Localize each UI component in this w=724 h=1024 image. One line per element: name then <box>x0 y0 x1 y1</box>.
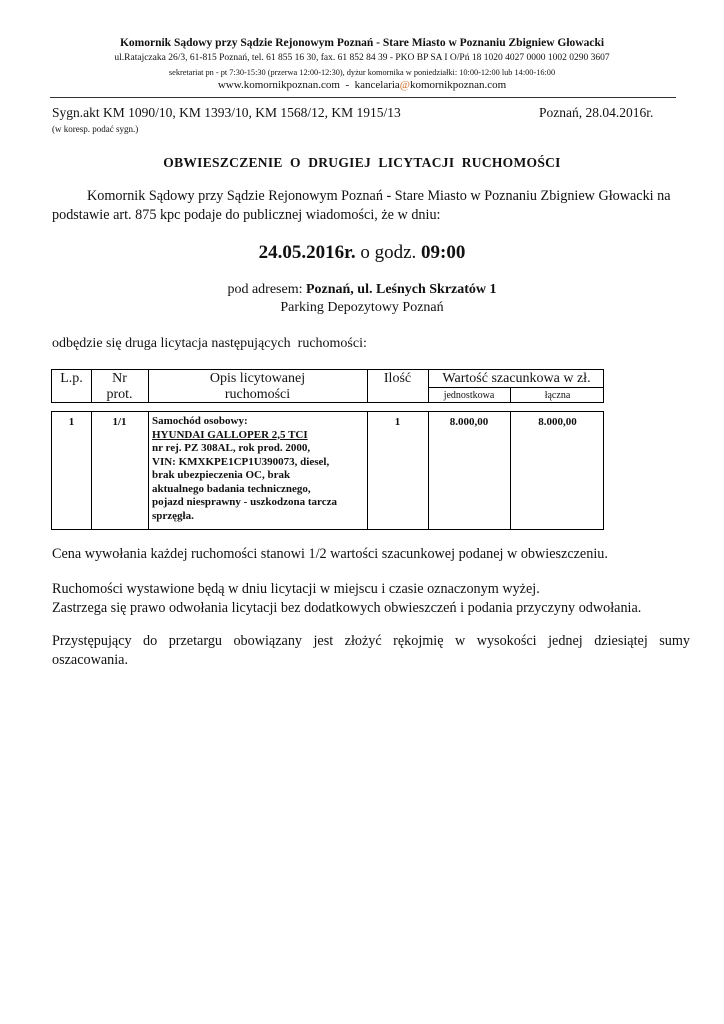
desc-model: HYUNDAI GALLOPER 2,5 TCI <box>152 428 308 441</box>
cell-nr: 1/1 <box>112 416 127 428</box>
email-user: kancelaria <box>354 79 400 91</box>
auction-address <box>0 282 724 298</box>
address-value: Poznań, ul. Leśnych Skrzatów 1 <box>305 282 497 297</box>
column-divider <box>148 412 149 529</box>
cell-ilosc: 1 <box>394 416 401 428</box>
column-divider <box>428 412 429 529</box>
header-wartosc: Wartość szacunkowa w zł. <box>442 371 591 386</box>
items-table-header <box>51 369 604 403</box>
header-ilosc: Ilość <box>383 371 412 386</box>
header-divider <box>50 97 676 98</box>
header-nr-prot: prot. <box>106 387 133 402</box>
time-prefix: o godz. <box>355 242 422 263</box>
desc-line: VIN: KMXKPE1CP1U390073, diesel, <box>152 455 330 468</box>
desc-line: nr rej. PZ 308AL, rok prod. 2000, <box>152 442 311 454</box>
cell-jednostkowa: 8.000,00 <box>449 416 489 428</box>
letterhead-title: Komornik Sądowy przy Sądzie Rejonowym Poznań - Stare Miasto w Poznaniu Zbigniew Głowacki <box>119 37 605 49</box>
case-signature: Sygn.akt KM 1090/10, KM 1393/10, KM 1568/12, KM 1915/13 <box>52 105 401 120</box>
auction-datetime <box>0 242 724 264</box>
table-row <box>51 411 604 530</box>
intro-line: Komornik Sądowy przy Sądzie Rejonowym Poznań - Stare Miasto w Poznaniu Zbigniew Głowacki na <box>87 188 671 204</box>
letterhead-contact <box>0 79 724 91</box>
exhibition-line: Ruchomości wystawione będą w dniu licytacji w miejscu i czasie oznaczonym wyżej. <box>52 581 540 597</box>
place-date: Poznań, 28.04.2016r. <box>539 105 654 120</box>
desc-line: aktualnego badania technicznego, <box>152 482 311 495</box>
cell-lp: 1 <box>68 416 75 428</box>
email-at-sign: @ <box>399 79 410 91</box>
header-nr: Nr <box>112 371 127 386</box>
cancellation-line: Zastrzega się prawo odwołania licytacji bez dodatkowych obwieszczeń i podania przyczyny odwołania. <box>52 600 642 616</box>
auction-time: 09:00 <box>421 242 466 263</box>
correspondence-note: (w koresp. podać sygn.) <box>52 124 139 134</box>
column-divider <box>91 412 92 529</box>
auction-date: 24.05.2016r. <box>258 242 356 263</box>
document-title: OBWIESZCZENIE O DRUGIEJ LICYTACJI RUCHOMOŚCI <box>163 155 561 170</box>
header-opis-2: ruchomości <box>224 387 291 402</box>
cell-laczna: 8.000,00 <box>538 416 577 428</box>
deposit-note <box>52 632 690 670</box>
email-link[interactable] <box>355 79 507 91</box>
deposit-line: oszacowania. <box>52 652 129 668</box>
header-jednostkowa: jednostkowa <box>443 390 495 401</box>
lead-text: odbędzie się druga licytacja następujących ruchomości: <box>52 336 367 351</box>
deposit-line: Przystępujący do przetargu obowiązany jest złożyć rękojmię w wysokości jednej dziesiątej sumy <box>52 633 690 649</box>
desc-line: pojazd niesprawny - uszkodzona tarcza <box>152 496 337 508</box>
value-subheader-rule <box>428 387 603 388</box>
cell-description <box>152 415 362 523</box>
letterhead-address: ul.Ratajczaka 26/3, 61-815 Poznań, tel. 61 855 16 30, fax. 61 852 84 39 - PKO BP SA I O/Pń 18 1020 4027 0000 1002 0290 3607 <box>114 53 610 63</box>
desc-line: brak ubezpieczenia OC, brak <box>152 469 291 481</box>
desc-line: sprzęgła. <box>152 509 194 522</box>
intro-paragraph <box>52 187 690 225</box>
header-laczna: łączna <box>544 390 571 401</box>
auction-location: Parking Depozytowy Poznań <box>280 300 444 315</box>
email-domain: komornikpoznan.com <box>409 79 507 91</box>
header-lp: L.p. <box>60 371 83 386</box>
address-prefix: pod adresem: <box>227 282 306 297</box>
letterhead-hours: sekretariat pn - pt 7:30-15:30 (przerwa 12:00-12:30), dyżur komornika w poniedziałki: 10:00-12:00 lub 14:00-16:00 <box>168 68 556 77</box>
column-divider <box>367 412 368 529</box>
contact-separator: - <box>339 79 355 91</box>
starting-price-note: Cena wywołania każdej ruchomości stanowi 1/2 wartości szacunkowej podanej w obwieszczeniu. <box>52 546 608 562</box>
desc-type: Samochód osobowy: <box>152 415 248 427</box>
header-opis: Opis licytowanej <box>209 371 306 386</box>
column-divider <box>510 412 511 529</box>
website-link[interactable]: www.komornikpoznan.com <box>217 79 340 91</box>
exhibition-note <box>52 580 690 618</box>
intro-line: podstawie art. 875 kpc podaje do publicznej wiadomości, że w dniu: <box>52 207 441 223</box>
